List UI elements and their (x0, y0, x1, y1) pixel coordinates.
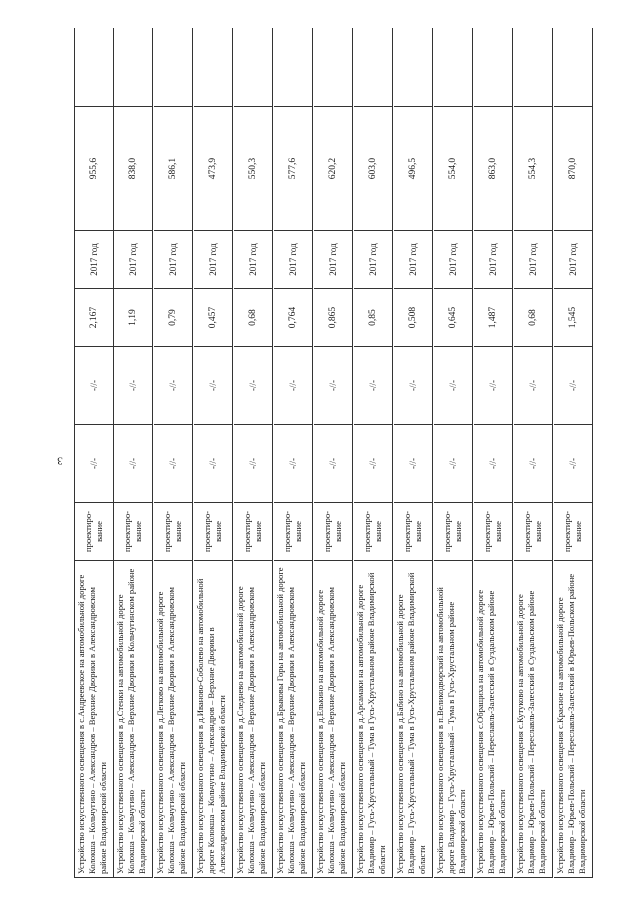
ditto-cell-1: -//- (274, 424, 312, 502)
work-description-cell: Устройство искусственного освещения в д.Брыковы Горы на автомобильной дороге Колокша – Кольчугино – Александров – Верхние Дворики в Александровском районе Владимирской области (274, 560, 312, 878)
ditto-cell-1: -//- (114, 424, 152, 502)
year-cell: 2017 год (514, 230, 552, 288)
length-cell: 0,865 (314, 288, 352, 346)
work-description-cell: Устройство искусственного освещения в д.Арсамаки на автомобильной дороге Владимир – Гусь-Хрустальный – Тума в Гусь-Хрустальном районе Владимирской области (354, 560, 392, 878)
ditto-cell-2: -//- (314, 346, 352, 424)
work-description-cell: Устройство искусственного освещения в п.Великодворский на автомобильной дороге Владимир – Гусь-Хрустальный – Тума в Гусь-Хрустальном районе Владимирской области (434, 560, 472, 878)
ditto-cell-1: -//- (234, 424, 272, 502)
year-cell: 2017 год (554, 230, 592, 288)
stage-cell: проектиро-вание (154, 502, 192, 560)
year-cell: 2017 год (394, 230, 432, 288)
ditto-cell-2: -//- (194, 346, 232, 424)
cost-cell: 577,6 (274, 106, 312, 230)
ditto-cell-1: -//- (354, 424, 392, 502)
length-cell: 1,487 (474, 288, 512, 346)
cost-cell: 473,9 (194, 106, 232, 230)
length-cell: 2,167 (75, 288, 113, 346)
year-cell: 2017 год (234, 230, 272, 288)
table-row (514, 28, 553, 878)
length-cell: 0,645 (434, 288, 472, 346)
ditto-cell-2: -//- (434, 346, 472, 424)
length-cell: 0,68 (234, 288, 272, 346)
stage-cell: проектиро-вание (354, 502, 392, 560)
ditto-cell-1: -//- (474, 424, 512, 502)
ditto-cell-1: -//- (394, 424, 432, 502)
ditto-cell-2: -//- (394, 346, 432, 424)
length-cell: 0,85 (354, 288, 392, 346)
ditto-cell-2: -//- (75, 346, 113, 424)
work-description-cell: Устройство искусственного освещения в д.Легково на автомобильной дороге Колокша – Кольчугино – Александров – Верхние Дворики в Александровском районе Владимирской области (154, 560, 192, 878)
ditto-cell-2: -//- (234, 346, 272, 424)
table-row (554, 28, 593, 878)
cost-cell: 554,3 (514, 106, 552, 230)
year-cell: 2017 год (354, 230, 392, 288)
work-description-cell: Устройство искусственного освещения в д.Бабино на автомобильной дороге Владимир – Гусь-Хрустальный – Тума в Гусь-Хрустальном районе Владимирской области (394, 560, 432, 878)
cost-cell: 620,2 (314, 106, 352, 230)
table-row (394, 28, 433, 878)
stage-cell: проектиро-вание (434, 502, 472, 560)
stage-cell: проектиро-вание (274, 502, 312, 560)
ditto-cell-1: -//- (554, 424, 592, 502)
table-row (114, 28, 153, 878)
stage-cell: проектиро-вание (75, 502, 113, 560)
stage-cell: проектиро-вание (554, 502, 592, 560)
cost-cell: 838,0 (114, 106, 152, 230)
cost-cell: 554,0 (434, 106, 472, 230)
stage-cell: проектиро-вание (514, 502, 552, 560)
table-row (474, 28, 513, 878)
cost-cell: 550,3 (234, 106, 272, 230)
cost-cell: 863,0 (474, 106, 512, 230)
year-cell: 2017 год (194, 230, 232, 288)
year-cell: 2017 год (274, 230, 312, 288)
length-cell: 0,508 (394, 288, 432, 346)
work-description-cell: Устройство искусственного освещения в с.Андреевское на автомобильной дороге Колокша – Кольчугино – Александров – Верхние Дворики в Александровском районе Владимирской области (75, 560, 113, 878)
cost-cell: 870,0 (554, 106, 592, 230)
length-cell: 0,68 (514, 288, 552, 346)
stage-cell: проектиро-вание (234, 502, 272, 560)
table-row (274, 28, 313, 878)
table-row (314, 28, 353, 878)
length-cell: 1,545 (554, 288, 592, 346)
rotated-table-sheet (46, 28, 596, 878)
year-cell: 2017 год (314, 230, 352, 288)
ditto-cell-2: -//- (274, 346, 312, 424)
work-description-cell: Устройство искусственного освещения в д.Елькино на автомобильной дороге Колокша – Кольчугино – Александров – Верхние Дворики в Александровском районе Владимирской области (314, 560, 352, 878)
year-cell: 2017 год (474, 230, 512, 288)
work-description-cell: Устройство искусственного освещения с.Кутуково на автомобильной дороге Владимир – Юрьев-Польский – Переславль-Залесский в Суздальском районе Владимирской области (514, 560, 552, 878)
work-description-cell: Устройство искусственного освещения в д.Стенки на автомобильной дороге Колокша – Кольчугино – Александров – Верхние Дворики в Кольчугинском районе Владимирской области (114, 560, 152, 878)
ditto-cell-1: -//- (434, 424, 472, 502)
work-description-cell: Устройство искусственного освещения с.Обращиха на автомобильной дороге Владимир – Юрьев-Польский – Переславль-Залесский в Суздальском районе Владимирской области (474, 560, 512, 878)
ditto-cell-1: -//- (514, 424, 552, 502)
cost-cell: 603,0 (354, 106, 392, 230)
cost-cell: 496,5 (394, 106, 432, 230)
ditto-cell-2: -//- (554, 346, 592, 424)
stage-cell: проектиро-вание (114, 502, 152, 560)
ditto-cell-2: -//- (114, 346, 152, 424)
work-description-cell: Устройство искусственного освещения в д.Следнево на автомобильной дороге Колокша – Кольчугино – Александров – Верхние Дворики в Александровском районе Владимирской области (234, 560, 272, 878)
page-number: 3 (57, 454, 63, 467)
table-row (194, 28, 233, 878)
table-row (234, 28, 273, 878)
length-cell: 0,764 (274, 288, 312, 346)
ditto-cell-2: -//- (354, 346, 392, 424)
ditto-cell-1: -//- (75, 424, 113, 502)
stage-cell: проектиро-вание (474, 502, 512, 560)
table-row (354, 28, 393, 878)
year-cell: 2017 год (75, 230, 113, 288)
cost-cell: 955,6 (75, 106, 113, 230)
year-cell: 2017 год (114, 230, 152, 288)
ditto-cell-2: -//- (474, 346, 512, 424)
ditto-cell-1: -//- (154, 424, 192, 502)
table-row (74, 28, 114, 878)
table-row (154, 28, 193, 878)
ditto-cell-2: -//- (514, 346, 552, 424)
ditto-cell-2: -//- (154, 346, 192, 424)
work-description-cell: Устройство искусственного освещения в д.Иваново-Соболево на автомобильной дороге Колокша – Кольчугино – Александров – Верхние Дворики в Александровском районе Владимирской области (194, 560, 232, 878)
year-cell: 2017 год (154, 230, 192, 288)
work-description-cell: Устройство искусственного освещения с.Красное на автомобильной дороге Владимир – Юрьев-Польский – Переславль-Залесский в Юрьев-Польском районе Владимирской области (554, 560, 592, 878)
stage-cell: проектиро-вание (194, 502, 232, 560)
cost-cell: 586,1 (154, 106, 192, 230)
stage-cell: проектиро-вание (314, 502, 352, 560)
length-cell: 1,19 (114, 288, 152, 346)
year-cell: 2017 год (434, 230, 472, 288)
stage-cell: проектиро-вание (394, 502, 432, 560)
ditto-cell-1: -//- (194, 424, 232, 502)
length-cell: 0,79 (154, 288, 192, 346)
ditto-cell-1: -//- (314, 424, 352, 502)
length-cell: 0,457 (194, 288, 232, 346)
table-row (434, 28, 473, 878)
